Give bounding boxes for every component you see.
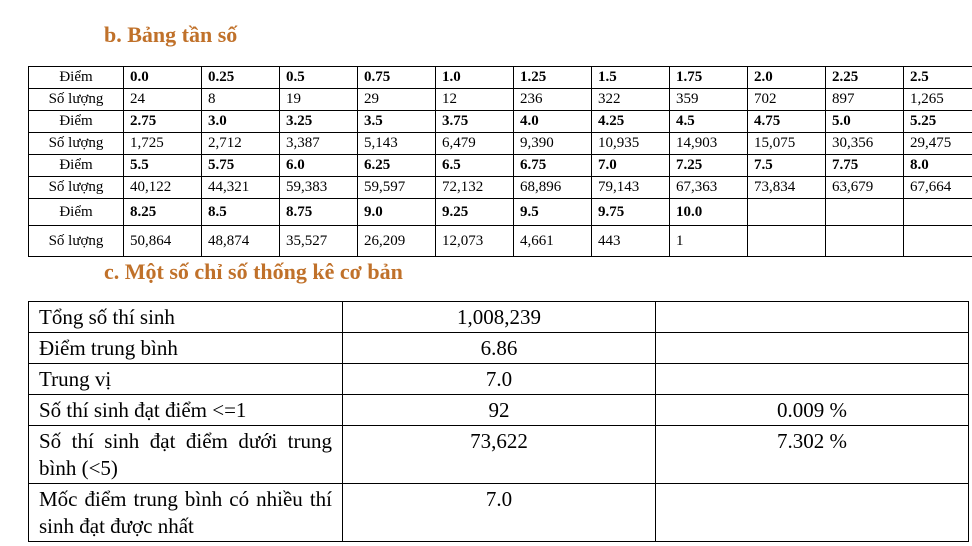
count-row [29, 133, 972, 155]
count-cell: 1,265 [904, 89, 972, 111]
count-cell: 2,712 [202, 133, 280, 155]
score-cell: 4.75 [748, 111, 826, 133]
score-cell [904, 199, 972, 226]
score-cell: 5.25 [904, 111, 972, 133]
statistic-value: 73,622 [343, 426, 656, 484]
count-cell: 26,209 [358, 226, 436, 257]
count-cell: 35,527 [280, 226, 358, 257]
count-cell [826, 226, 904, 257]
count-cell: 59,383 [280, 177, 358, 199]
score-cell: 3.5 [358, 111, 436, 133]
statistic-row [29, 364, 969, 395]
count-cell: 236 [514, 89, 592, 111]
statistic-value: 6.86 [343, 333, 656, 364]
score-cell: 9.75 [592, 199, 670, 226]
score-cell: 3.0 [202, 111, 280, 133]
statistic-row [29, 395, 969, 426]
count-row-label: Số lượng [29, 226, 124, 257]
score-cell: 3.25 [280, 111, 358, 133]
score-cell: 7.75 [826, 155, 904, 177]
score-cell: 4.25 [592, 111, 670, 133]
count-cell: 19 [280, 89, 358, 111]
count-cell: 8 [202, 89, 280, 111]
score-row-label: Điểm [29, 155, 124, 177]
statistic-row [29, 426, 969, 484]
score-cell: 6.25 [358, 155, 436, 177]
statistic-percent: 0.009 % [656, 395, 969, 426]
count-cell: 322 [592, 89, 670, 111]
count-cell: 40,122 [124, 177, 202, 199]
score-cell: 10.0 [670, 199, 748, 226]
count-cell: 67,664 [904, 177, 972, 199]
score-cell: 1.25 [514, 67, 592, 89]
count-cell: 50,864 [124, 226, 202, 257]
statistic-value: 92 [343, 395, 656, 426]
count-cell [904, 226, 972, 257]
count-cell: 15,075 [748, 133, 826, 155]
statistic-percent [656, 484, 969, 542]
count-cell: 1 [670, 226, 748, 257]
count-cell: 12 [436, 89, 514, 111]
score-cell: 1.75 [670, 67, 748, 89]
score-cell [748, 199, 826, 226]
statistic-label: Điểm trung bình [29, 333, 343, 364]
score-cell: 0.5 [280, 67, 358, 89]
count-cell: 63,679 [826, 177, 904, 199]
score-cell: 2.25 [826, 67, 904, 89]
count-cell: 44,321 [202, 177, 280, 199]
count-cell: 30,356 [826, 133, 904, 155]
count-row [29, 177, 972, 199]
score-cell: 9.5 [514, 199, 592, 226]
score-cell: 6.5 [436, 155, 514, 177]
count-cell: 897 [826, 89, 904, 111]
score-cell: 5.0 [826, 111, 904, 133]
score-row [29, 155, 972, 177]
statistic-percent [656, 302, 969, 333]
count-cell: 443 [592, 226, 670, 257]
statistic-percent: 7.302 % [656, 426, 969, 484]
count-cell: 14,903 [670, 133, 748, 155]
count-cell: 359 [670, 89, 748, 111]
count-cell: 6,479 [436, 133, 514, 155]
count-row [29, 89, 972, 111]
score-cell: 7.5 [748, 155, 826, 177]
score-row-label: Điểm [29, 111, 124, 133]
statistic-value: 7.0 [343, 364, 656, 395]
count-cell: 29,475 [904, 133, 972, 155]
count-cell: 48,874 [202, 226, 280, 257]
score-cell: 2.5 [904, 67, 972, 89]
count-cell: 73,834 [748, 177, 826, 199]
count-cell: 29 [358, 89, 436, 111]
score-cell: 6.75 [514, 155, 592, 177]
count-cell: 5,143 [358, 133, 436, 155]
score-cell: 0.75 [358, 67, 436, 89]
score-cell: 9.25 [436, 199, 514, 226]
score-cell: 5.5 [124, 155, 202, 177]
count-cell: 12,073 [436, 226, 514, 257]
score-cell: 7.0 [592, 155, 670, 177]
count-cell: 4,661 [514, 226, 592, 257]
statistic-row [29, 484, 969, 542]
count-cell: 59,597 [358, 177, 436, 199]
statistic-percent [656, 333, 969, 364]
count-cell: 9,390 [514, 133, 592, 155]
score-cell: 1.5 [592, 67, 670, 89]
statistic-row [29, 302, 969, 333]
score-cell: 4.0 [514, 111, 592, 133]
count-cell: 67,363 [670, 177, 748, 199]
statistics-table [28, 301, 969, 542]
score-cell: 4.5 [670, 111, 748, 133]
count-cell: 24 [124, 89, 202, 111]
score-cell: 2.75 [124, 111, 202, 133]
statistic-percent [656, 364, 969, 395]
score-cell: 1.0 [436, 67, 514, 89]
score-row-label: Điểm [29, 67, 124, 89]
statistic-label: Số thí sinh đạt điểm <=1 [29, 395, 343, 426]
statistic-value: 7.0 [343, 484, 656, 542]
statistic-value: 1,008,239 [343, 302, 656, 333]
score-cell: 3.75 [436, 111, 514, 133]
count-row-label: Số lượng [29, 89, 124, 111]
score-cell: 6.0 [280, 155, 358, 177]
score-cell: 7.25 [670, 155, 748, 177]
count-row-label: Số lượng [29, 177, 124, 199]
score-cell [826, 199, 904, 226]
score-cell: 8.5 [202, 199, 280, 226]
score-row [29, 199, 972, 226]
count-row-label: Số lượng [29, 133, 124, 155]
statistic-label: Trung vị [29, 364, 343, 395]
statistic-label: Tổng số thí sinh [29, 302, 343, 333]
score-cell: 9.0 [358, 199, 436, 226]
count-cell: 79,143 [592, 177, 670, 199]
score-cell: 0.0 [124, 67, 202, 89]
count-cell: 68,896 [514, 177, 592, 199]
score-cell: 8.75 [280, 199, 358, 226]
count-row [29, 226, 972, 257]
statistic-label: Số thí sinh đạt điểm dưới trung bình (<5) [29, 426, 343, 484]
score-row [29, 111, 972, 133]
statistic-row [29, 333, 969, 364]
statistics-table-heading: c. Một số chỉ số thống kê cơ bản [104, 259, 403, 284]
score-row-label: Điểm [29, 199, 124, 226]
count-cell: 72,132 [436, 177, 514, 199]
score-cell: 0.25 [202, 67, 280, 89]
score-row [29, 67, 972, 89]
statistic-label: Mốc điểm trung bình có nhiều thí sinh đạt được nhất [29, 484, 343, 542]
frequency-table [28, 66, 972, 257]
count-cell: 10,935 [592, 133, 670, 155]
count-cell: 1,725 [124, 133, 202, 155]
score-cell: 2.0 [748, 67, 826, 89]
frequency-table-heading: b. Bảng tần số [104, 22, 238, 47]
score-cell: 8.25 [124, 199, 202, 226]
count-cell [748, 226, 826, 257]
count-cell: 3,387 [280, 133, 358, 155]
score-cell: 8.0 [904, 155, 972, 177]
count-cell: 702 [748, 89, 826, 111]
score-cell: 5.75 [202, 155, 280, 177]
